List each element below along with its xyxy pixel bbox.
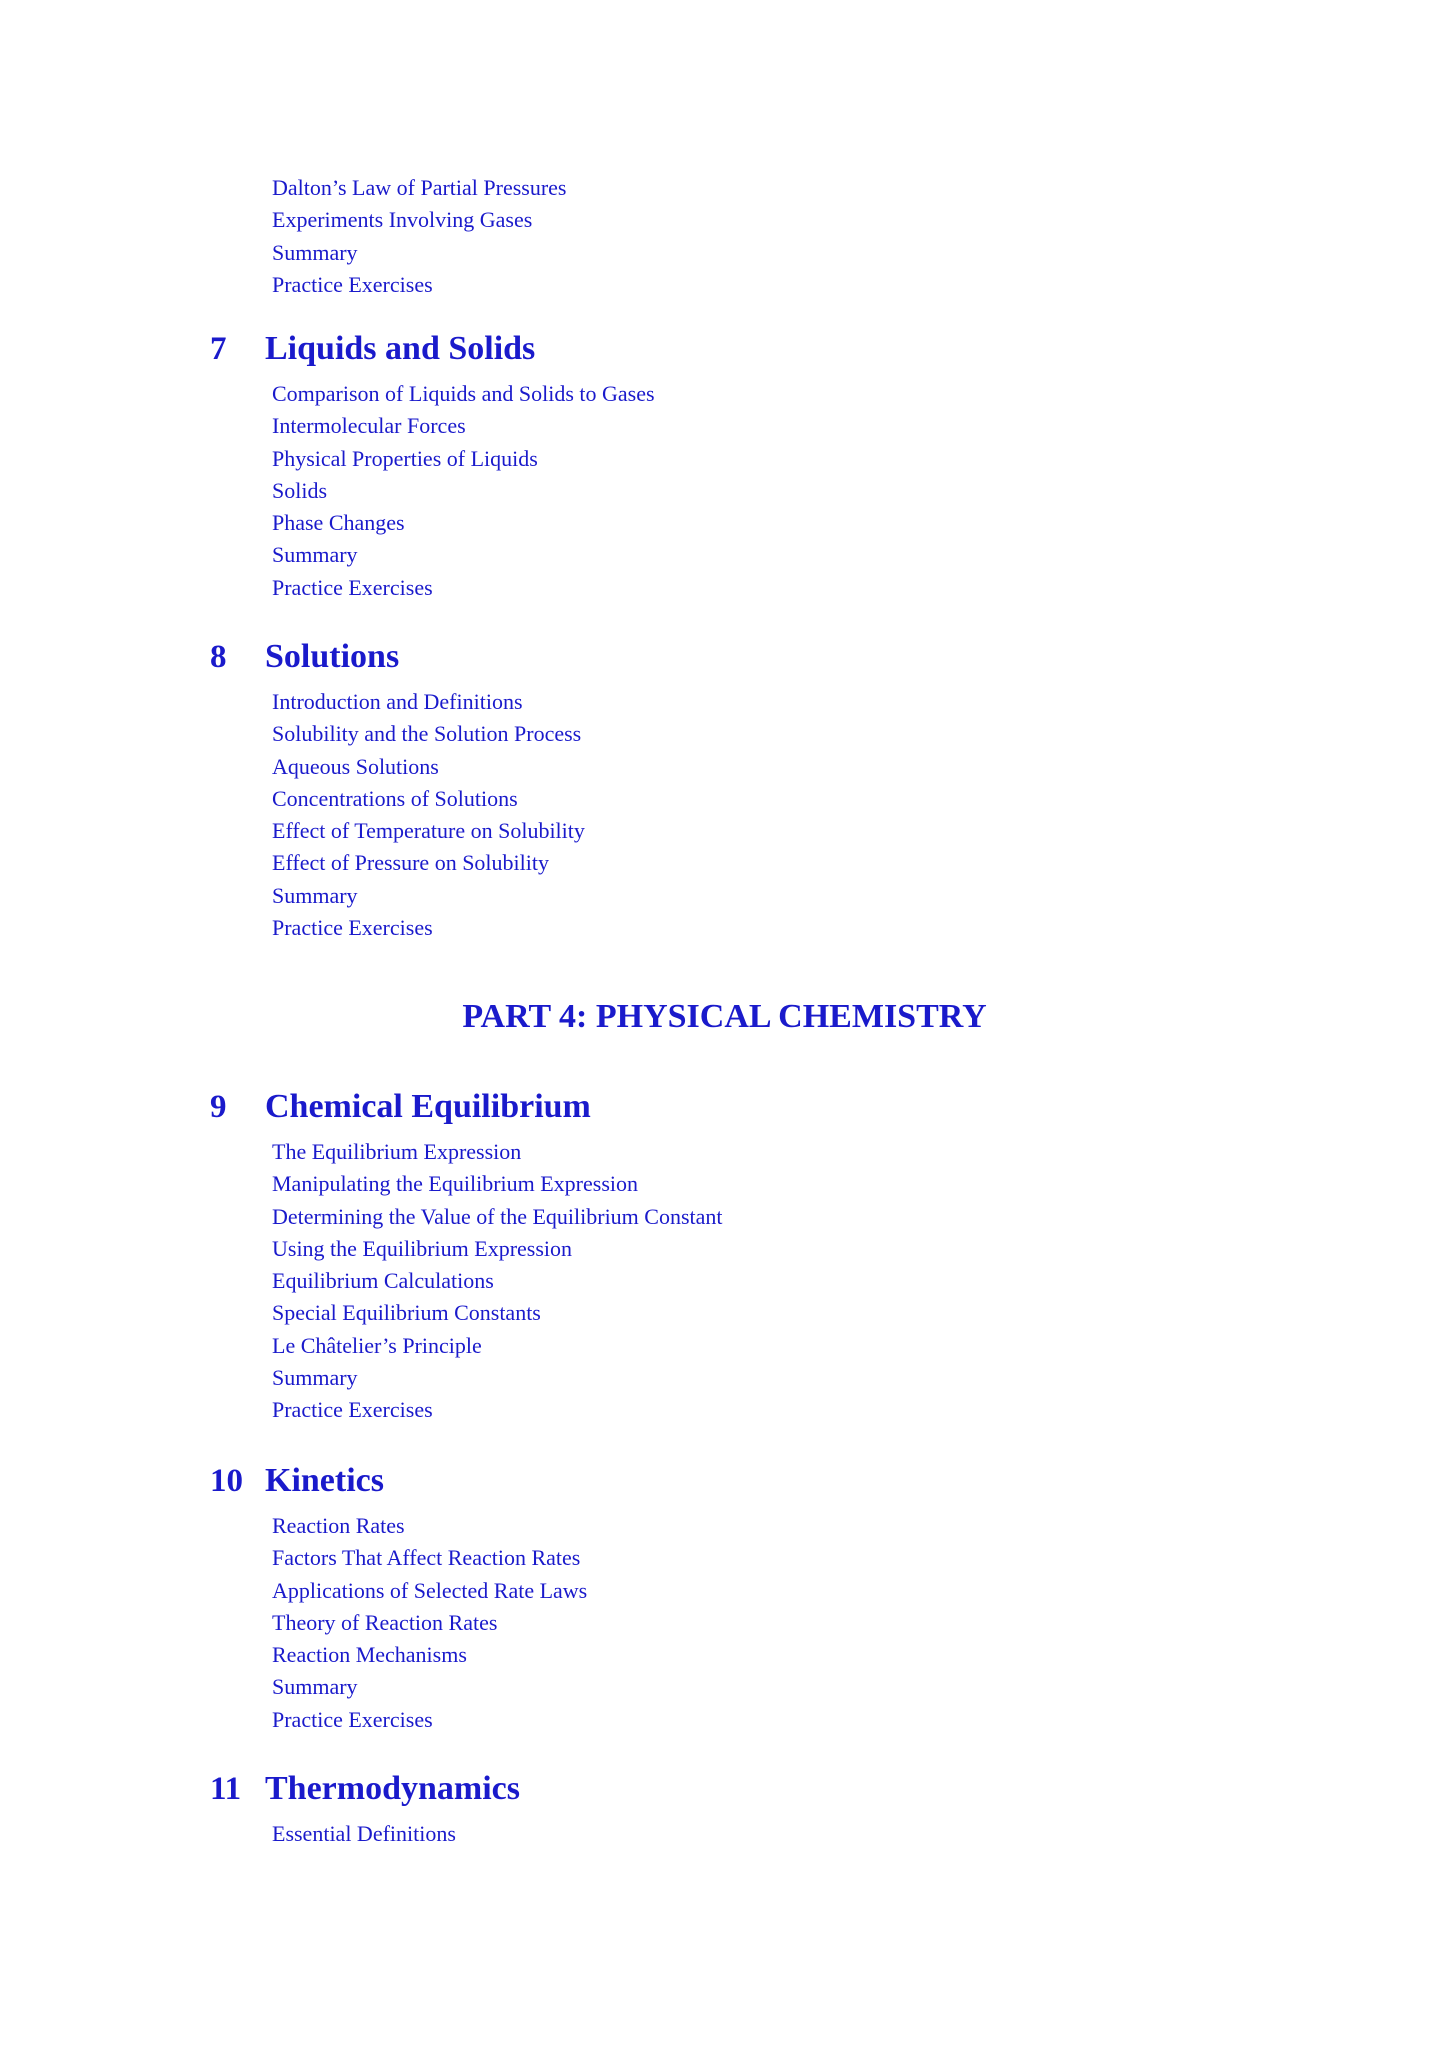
toc-topic-link[interactable]: Aqueous Solutions (272, 753, 439, 779)
chapter-heading[interactable] (210, 638, 585, 678)
toc-topic-link[interactable]: Reaction Rates (272, 1513, 405, 1538)
toc-topic-link[interactable]: Practice Exercises (272, 1706, 433, 1732)
chapter-topic-list (272, 378, 655, 604)
toc-topic-link[interactable]: The Equilibrium Expression (272, 1139, 522, 1164)
chapter-7 (210, 330, 655, 604)
toc-topic-link[interactable]: Comparison of Liquids and Solids to Gases (272, 381, 655, 406)
toc-topic-link[interactable]: Introduction and Definitions (272, 689, 523, 714)
chapter-number: 8 (210, 639, 227, 675)
toc-topic-link[interactable]: Practice Exercises (272, 271, 433, 297)
toc-topic-link[interactable]: Solids (272, 477, 328, 503)
toc-topic-link[interactable]: Applications of Selected Rate Laws (272, 1577, 588, 1603)
chapter-title: Liquids and Solids (265, 330, 536, 367)
toc-topic-link[interactable]: Determining the Value of the Equilibrium Constant (272, 1203, 723, 1229)
chapter-8 (210, 638, 585, 944)
toc-topic-link[interactable]: Le Châtelier’s Principle (272, 1332, 482, 1358)
toc-topic-link[interactable]: Summary (272, 1365, 358, 1391)
chapter-number: 7 (210, 331, 227, 367)
chapter-number: 11 (210, 1771, 242, 1807)
toc-topic-link[interactable]: Using the Equilibrium Expression (272, 1235, 573, 1261)
chapter-heading[interactable] (210, 1462, 587, 1502)
toc-topic-link[interactable]: Theory of Reaction Rates (272, 1609, 498, 1635)
chapter-number: 9 (210, 1089, 227, 1125)
chapter-title: Kinetics (265, 1462, 384, 1499)
toc-topic-link[interactable]: Effect of Pressure on Solubility (272, 850, 549, 876)
toc-topic-link[interactable]: Manipulating the Equilibrium Expression (272, 1171, 639, 1197)
chapter-11 (210, 1770, 520, 1850)
chapter-9 (210, 1088, 723, 1427)
chapter-10 (210, 1462, 587, 1736)
chapter-heading[interactable] (210, 1088, 723, 1128)
toc-topic-link[interactable]: Reaction Mechanisms (272, 1642, 467, 1668)
chapter-title: Thermodynamics (265, 1770, 520, 1807)
chapter-topic-list (272, 1136, 723, 1427)
chapter-topic-list (272, 1818, 520, 1850)
toc-topic-link[interactable]: Concentrations of Solutions (272, 785, 518, 811)
toc-topic-link[interactable]: Summary (272, 239, 358, 265)
chapter-title: Chemical Equilibrium (265, 1088, 591, 1125)
toc-topic-link[interactable]: Experiments Involving Gases (272, 207, 533, 233)
toc-topic-link[interactable]: Practice Exercises (272, 574, 433, 600)
toc-topic-link[interactable]: Summary (272, 1674, 358, 1700)
toc-topic-link[interactable]: Solubility and the Solution Process (272, 721, 582, 747)
toc-topic-link[interactable]: Equilibrium Calculations (272, 1268, 494, 1294)
toc-topic-link[interactable]: Factors That Affect Reaction Rates (272, 1545, 581, 1571)
toc-topic-link[interactable]: Essential Definitions (272, 1821, 456, 1846)
toc-topic-link[interactable]: Practice Exercises (272, 915, 433, 941)
toc-topic-link[interactable]: Intermolecular Forces (272, 413, 466, 439)
toc-topic-link[interactable]: Phase Changes (272, 510, 405, 536)
continued-topic-list (272, 172, 567, 301)
chapter-heading[interactable] (210, 330, 655, 370)
chapter-number: 10 (210, 1463, 243, 1499)
toc-topic-link[interactable]: Practice Exercises (272, 1397, 433, 1423)
toc-topic-link[interactable]: Summary (272, 882, 358, 908)
chapter-topic-list (272, 1510, 587, 1736)
toc-topic-link[interactable]: Physical Properties of Liquids (272, 445, 538, 471)
toc-topic-link[interactable]: Special Equilibrium Constants (272, 1300, 541, 1326)
chapter-title: Solutions (265, 638, 400, 675)
chapter-heading[interactable] (210, 1770, 520, 1810)
toc-topic-link[interactable]: Effect of Temperature on Solubility (272, 818, 585, 844)
chapter-topic-list (272, 686, 585, 944)
toc-topic-link[interactable]: Dalton’s Law of Partial Pressures (272, 175, 567, 200)
toc-topic-link[interactable]: Summary (272, 542, 358, 568)
part-heading[interactable]: PART 4: PHYSICAL CHEMISTRY (462, 998, 987, 1035)
